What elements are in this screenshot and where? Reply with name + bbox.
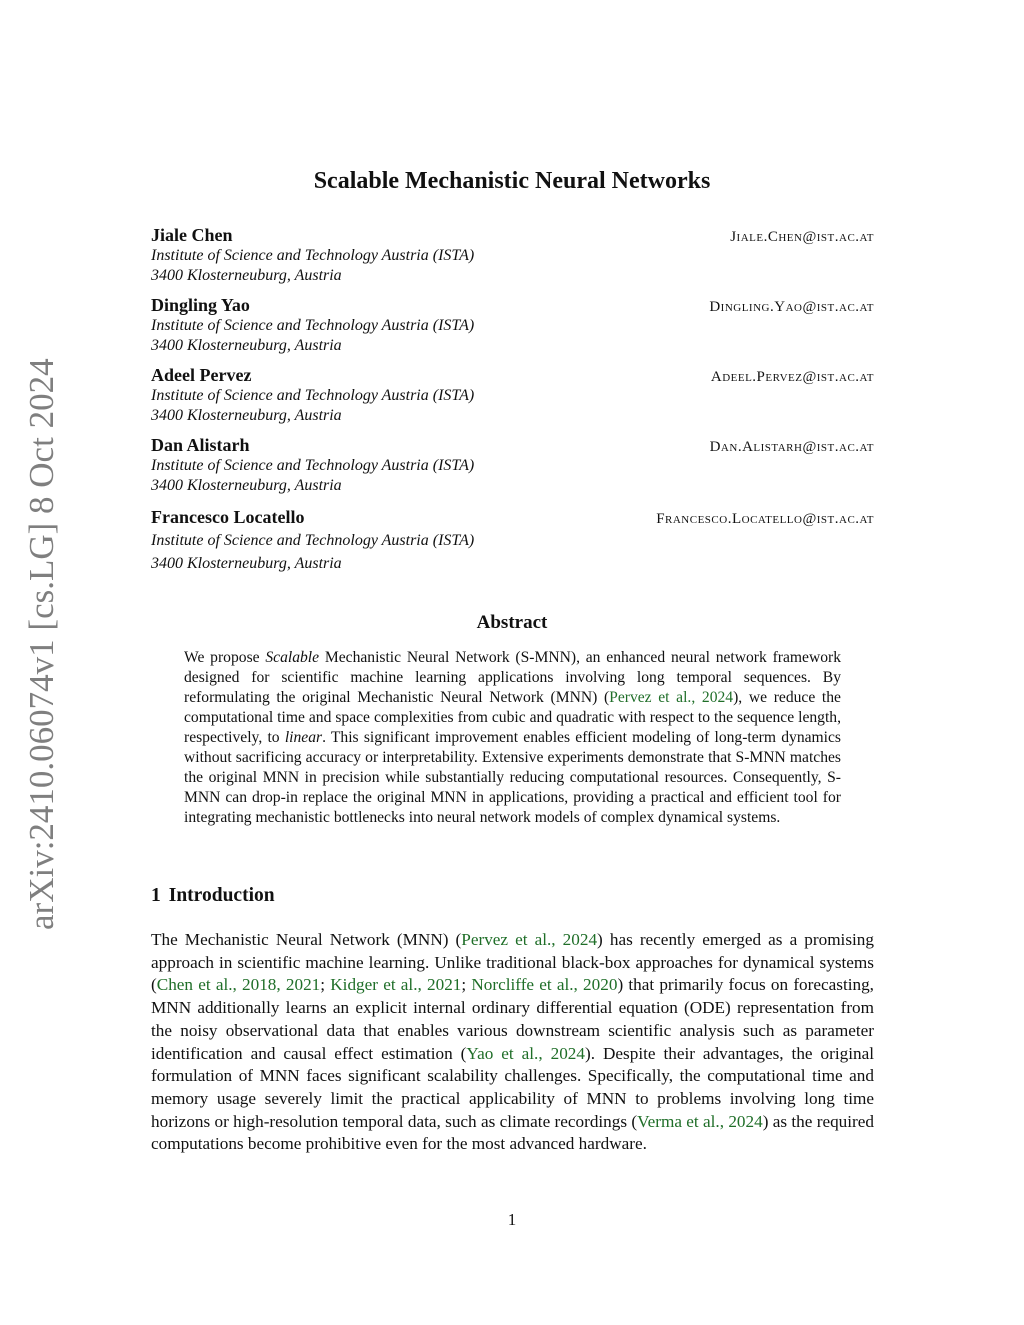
author-name: Dan Alistarh xyxy=(151,435,250,455)
author-address: 3400 Klosterneuburg, Austria xyxy=(151,267,342,284)
author-affiliation: Institute of Science and Technology Austria (ISTA) xyxy=(151,387,475,404)
author-block xyxy=(151,364,874,426)
author-address: 3400 Klosterneuburg, Austria xyxy=(151,555,342,572)
author-address: 3400 Klosterneuburg, Austria xyxy=(151,477,342,494)
citation-link[interactable]: Kidger et al., 2021 xyxy=(330,975,462,995)
author-block xyxy=(151,224,874,286)
page-number: 1 xyxy=(507,1210,517,1229)
author-name: Jiale Chen xyxy=(151,225,233,245)
author-affiliation: Institute of Science and Technology Austria (ISTA) xyxy=(151,317,475,334)
author-block xyxy=(151,506,874,574)
author-affiliation: Institute of Science and Technology Austria (ISTA) xyxy=(151,457,475,474)
author-email[interactable]: Adeel.Pervez@ist.ac.at xyxy=(710,369,874,385)
author-email[interactable]: Francesco.Locatello@ist.ac.at xyxy=(656,511,874,527)
author-name: Francesco Locatello xyxy=(151,507,305,527)
citation-link[interactable]: Norcliffe et al., 2020 xyxy=(471,975,618,995)
author-block xyxy=(151,294,874,356)
author-address: 3400 Klosterneuburg, Austria xyxy=(151,337,342,354)
abstract-heading: Abstract xyxy=(476,612,548,633)
citation-link[interactable]: Pervez et al., 2024 xyxy=(609,689,734,706)
citation-link[interactable]: Yao et al., 2024 xyxy=(466,1043,585,1063)
paper-title: Scalable Mechanistic Neural Networks xyxy=(313,168,711,194)
citation-link[interactable]: Pervez et al., 2024 xyxy=(461,930,598,949)
author-address: 3400 Klosterneuburg, Austria xyxy=(151,407,342,424)
author-affiliation: Institute of Science and Technology Austria (ISTA) xyxy=(151,247,475,264)
citation-link[interactable]: Chen et al., 2018, 2021 xyxy=(156,975,321,995)
author-email[interactable]: Jiale.Chen@ist.ac.at xyxy=(730,229,874,245)
author-name: Adeel Pervez xyxy=(151,365,252,385)
author-block xyxy=(151,434,874,496)
author-email[interactable]: Dan.Alistarh@ist.ac.at xyxy=(709,439,874,455)
author-email[interactable]: Dingling.Yao@ist.ac.at xyxy=(709,299,874,315)
section-heading: 1 Introduction xyxy=(151,885,275,906)
citation-link[interactable]: Verma et al., 2024 xyxy=(637,1111,763,1131)
arxiv-watermark: arXiv:2410.06074v1 [cs.LG] 8 Oct 2024 xyxy=(22,358,61,930)
author-name: Dingling Yao xyxy=(151,295,250,315)
author-affiliation: Institute of Science and Technology Austria (ISTA) xyxy=(151,532,475,549)
intro-paragraph: The Mechanistic Neural Network (MNN) (Pervez et al., 2024) has recently emerged as a promising approach in scientific machine learning. Unlike traditional black-box approaches for dynamical systems (Chen et al., 2018, 2021; Kidger et al., 2021; Norcliffe et al., 2020) that primarily focus on forecasting, MNN additionally learns an explicit internal ordinary differential equation (ODE) representation from the noisy observational data that enables various downstream scientific analysis such as parameter identification and causal effect estimation (Yao et al., 2024). Despite their advantages, the original formulation of MNN faces significant scalability challenges. Specifically, the computational time and memory usage severely limit the practical applicability of MNN to problems involving long time horizons or high-resolution temporal data, such as climate recordings (Verma et al., 2024) as the required computations become prohibitive even for the most advanced hardware. xyxy=(151,930,874,1154)
abstract-text: We propose Scalable Mechanistic Neural Network (S-MNN), an enhanced neural network framework designed for scientific machine learning applications involving long temporal sequences. By reformulating the original Mechanistic Neural Network (MNN) (Pervez et al., 2024), we reduce the computational time and space complexities from cubic and quadratic with respect to the sequence length, respectively, to linear. This significant improvement enables efficient modeling of long-term dynamics without sacrificing accuracy or interpretability. Extensive experiments demonstrate that S-MNN matches the original MNN in precision while substantially reducing computational resources. Consequently, S-MNN can drop-in replace the original MNN in applications, providing a practical and efficient tool for integrating mechanistic bottlenecks into neural network models of complex dynamical systems. xyxy=(184,649,841,826)
